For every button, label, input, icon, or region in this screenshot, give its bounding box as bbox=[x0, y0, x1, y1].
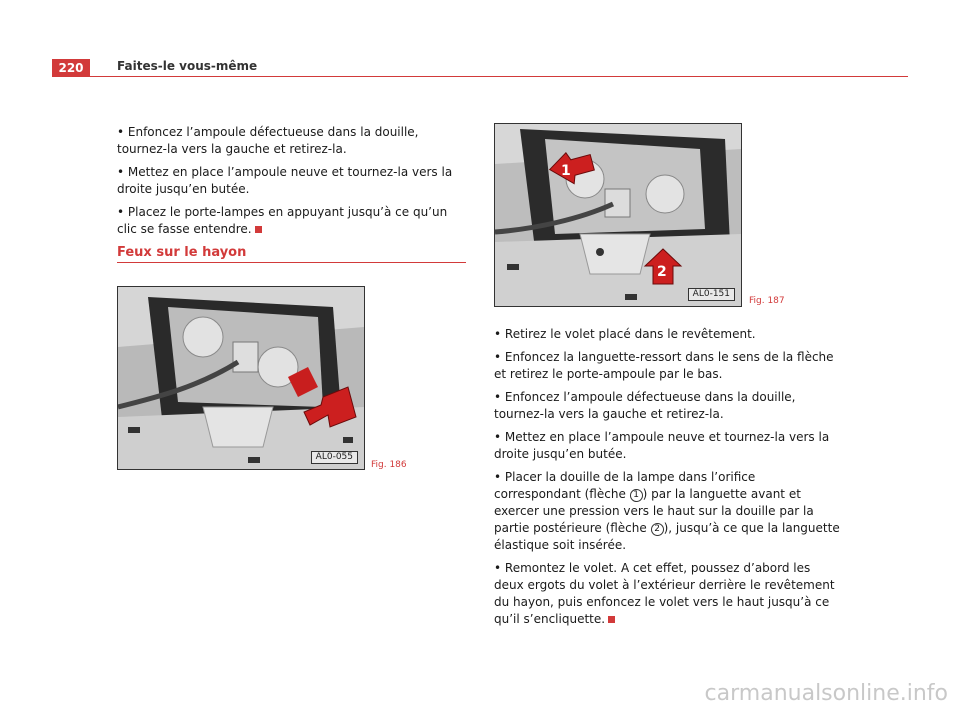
instruction-text: ), jusqu’à ce que la languette élastique soit insérée. bbox=[494, 521, 840, 552]
instruction-paragraph: • Enfoncez l’ampoule défectueuse dans la douille, tournez-la vers la gauche et retirez-la. bbox=[494, 390, 796, 421]
lamp-socket-illustration bbox=[495, 124, 741, 306]
figure-187-caption: Fig. 187 bbox=[749, 296, 785, 306]
instruction-text: • Placez le porte-lampes en appuyant jusqu’à ce qu’un clic se fasse entendre. bbox=[117, 205, 448, 236]
instruction-text: • Placer la douille de la lampe dans l’orifice correspondant (flèche bbox=[494, 470, 756, 501]
figure-186-caption: Fig. 186 bbox=[371, 460, 407, 470]
end-of-section-mark bbox=[255, 226, 262, 233]
figure-186-photo bbox=[117, 286, 365, 470]
instruction-paragraph: • Enfoncez la languette-ressort dans le sens de la flèche et retirez le porte-ampoule par le bas. bbox=[494, 350, 834, 381]
instruction-paragraph bbox=[117, 204, 467, 238]
instruction-paragraph: • Mettez en place l’ampoule neuve et tournez-la vers la droite jusqu’en butée. bbox=[494, 430, 830, 461]
arrow-1-label: 1 bbox=[561, 163, 571, 179]
instruction-text: • Remontez le volet. A cet effet, poussez d’abord les deux ergots du volet à l’extérieur derrière le revêtement du hayon, puis enfoncez le volet vers le haut jusqu’à ce qu’il s’encliquette. bbox=[494, 561, 835, 626]
instruction-paragraph: • Enfoncez l’ampoule défectueuse dans la douille, tournez-la vers la gauche et retirez-la. bbox=[117, 125, 419, 156]
watermark: carmanualsonline.info bbox=[704, 681, 948, 706]
figure-code-label: AL0-151 bbox=[688, 288, 735, 301]
lamp-housing-illustration bbox=[118, 287, 364, 469]
arrow-2-label: 2 bbox=[657, 264, 667, 280]
end-of-section-mark bbox=[608, 616, 615, 623]
right-column bbox=[494, 326, 840, 634]
instruction-paragraph: • Retirez le volet placé dans le revêtement. bbox=[494, 327, 756, 341]
arrow-reference-1: 1 bbox=[630, 489, 643, 502]
section-title: Feux sur le hayon bbox=[117, 245, 247, 260]
instruction-paragraph bbox=[494, 560, 840, 628]
instruction-text: ) par la languette avant et exercer une pression vers le haut sur la douille par la partie postérieure (flèche bbox=[494, 487, 814, 535]
section-divider bbox=[117, 262, 466, 263]
figure-187-photo bbox=[494, 123, 742, 307]
arrow-reference-2: 2 bbox=[651, 523, 664, 536]
header-divider bbox=[52, 76, 908, 77]
instruction-paragraph: • Mettez en place l’ampoule neuve et tournez-la vers la droite jusqu’en butée. bbox=[117, 165, 453, 196]
figure-code-label: AL0-055 bbox=[311, 451, 358, 464]
page-header-title: Faites-le vous-même bbox=[117, 59, 258, 73]
left-column bbox=[117, 124, 467, 244]
page-number-badge: 220 bbox=[52, 59, 90, 77]
instruction-paragraph bbox=[494, 469, 840, 554]
